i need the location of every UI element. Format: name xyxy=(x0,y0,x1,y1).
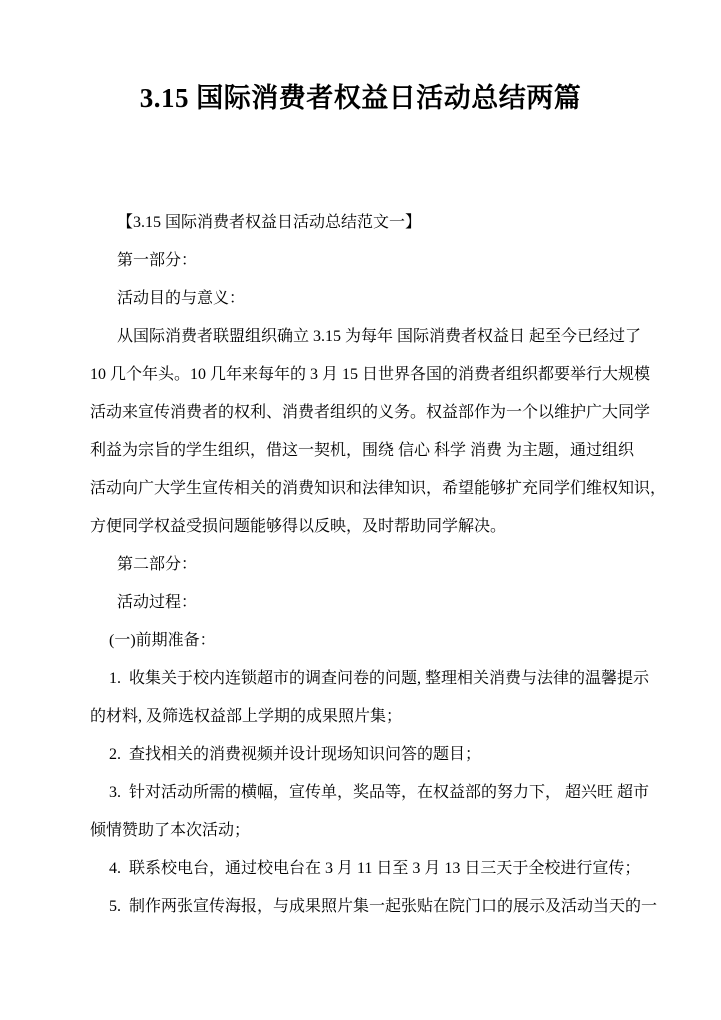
document-line: 【3.15 国际消费者权益日活动总结范文一】 xyxy=(117,214,422,231)
document-list-item: 5. 制作两张宣传海报，与成果照片集一起张贴在院门口的展示及活动当天的一 xyxy=(109,898,658,915)
document-title: 3.15 国际消费者权益日活动总结两篇 xyxy=(139,83,582,113)
document-line: 活动来宣传消费者的权利、消费者组织的义务。权益部作为一个以维护广大同学 xyxy=(90,404,651,421)
document-line: 第二部分： xyxy=(117,556,198,573)
document-list-item: 3. 针对活动所需的横幅，宣传单，奖品等，在权益部的努力下， 超兴旺 超市 xyxy=(109,784,650,801)
document-list-item: 4. 联系校电台，通过校电台在 3 月 11 日至 3 月 13 日三天于全校进行宣传； xyxy=(109,860,641,877)
document-line: 10 几个年头。10 几年来每年的 3 月 15 日世界各国的消费者组织都要举行大规模 xyxy=(90,366,651,383)
document-line: 的材料, 及筛选权益部上学期的成果照片集； xyxy=(90,708,403,725)
document-line: 方便同学权益受损问题能够得以反映，及时帮助同学解决。 xyxy=(90,518,507,535)
document-line: 活动目的与意义： xyxy=(117,290,246,307)
document-line: 利益为宗旨的学生组织，借这一契机，围绕 信心 科学 消费 为主题，通过组织 xyxy=(90,442,635,459)
document-line: 倾情赞助了本次活动； xyxy=(90,822,251,839)
document-list-item: 2. 查找相关的消费视频并设计现场知识问答的题目； xyxy=(109,746,482,763)
document-line: 从国际消费者联盟组织确立 3.15 为每年 国际消费者权益日 起至今已经过了 xyxy=(117,328,642,345)
document-line: 活动向广大学生宣传相关的消费知识和法律知识，希望能够扩充同学们维权知识， xyxy=(90,480,667,497)
document-line: (一)前期准备： xyxy=(109,632,216,649)
document-list-item: 1. 收集关于校内连锁超市的调查问卷的问题, 整理相关消费与法律的温馨提示 xyxy=(109,670,650,687)
document-line: 活动过程： xyxy=(117,594,198,611)
document-body xyxy=(90,204,665,926)
document-line: 第一部分： xyxy=(117,252,198,269)
